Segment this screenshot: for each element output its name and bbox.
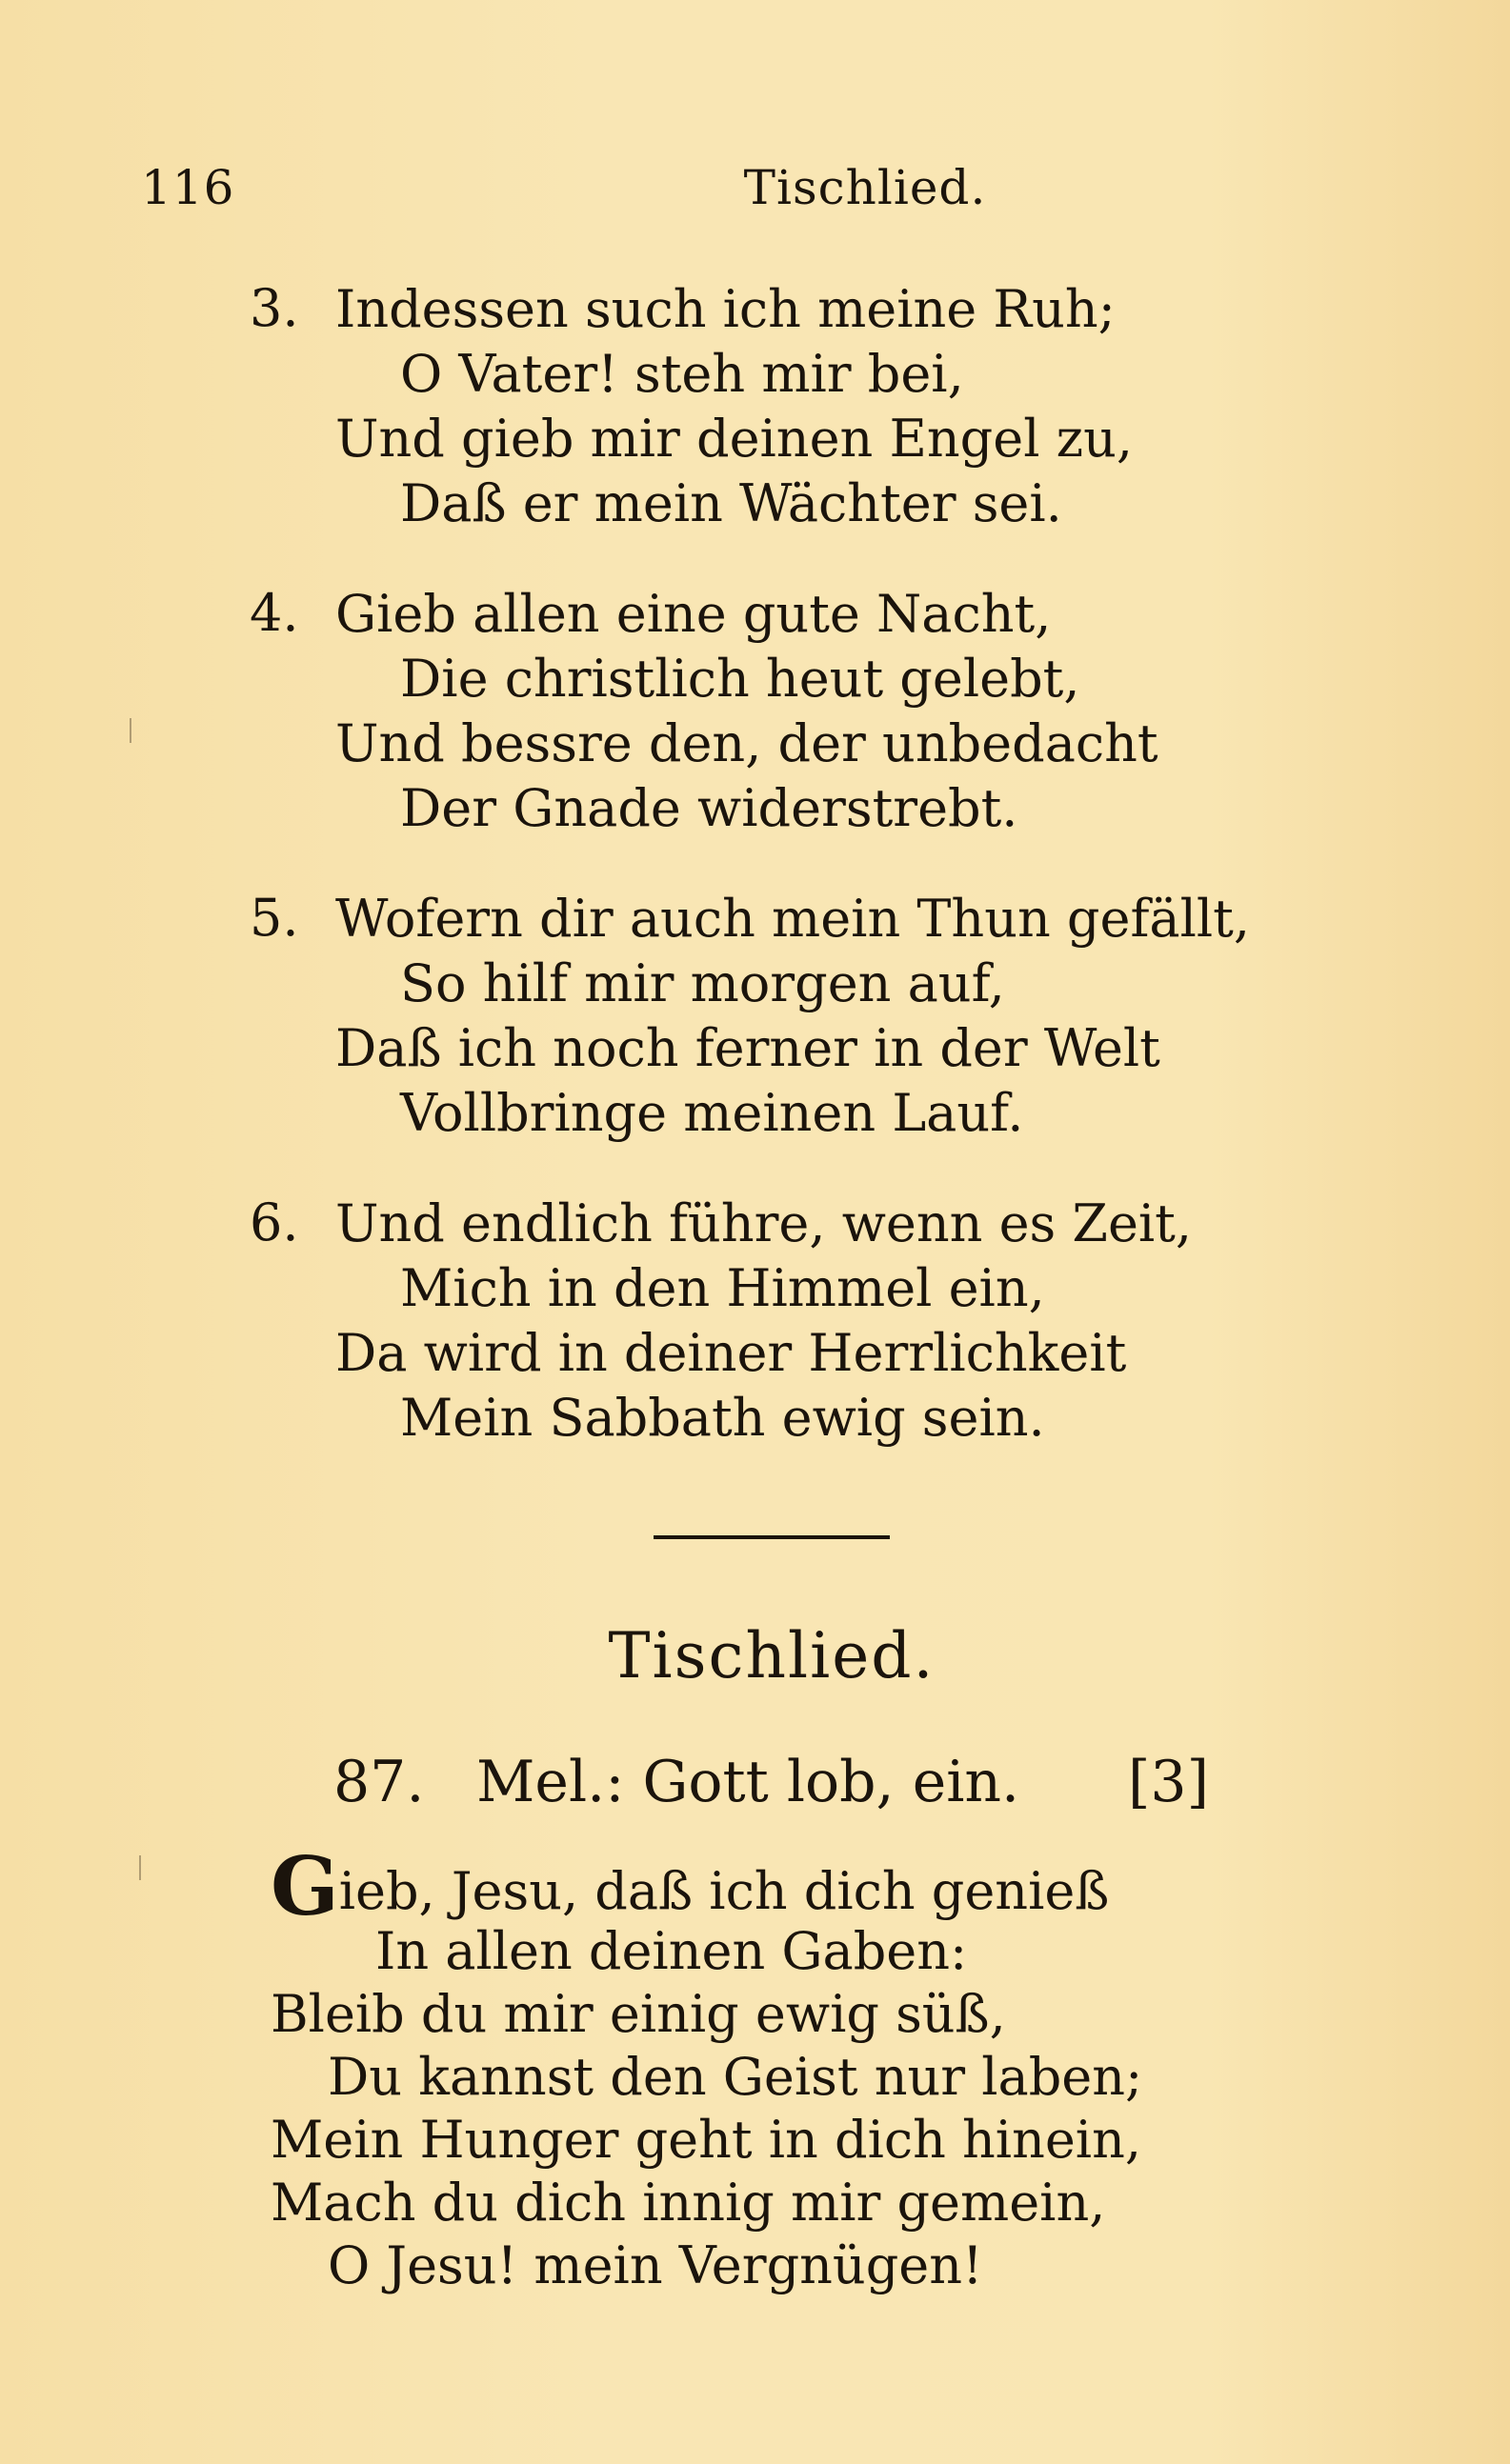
verse-line: O Jesu! mein Vergnügen! [328,2235,983,2295]
verse-line: Wofern dir auch mein Thun gefällt, [335,889,1251,949]
verse-line: Und endlich führe, wenn es Zeit, [335,1193,1193,1253]
verse-line: Mich in den Himmel ein, [400,1258,1045,1318]
verse-line: Mein Hunger geht in dich hinein, [271,2110,1142,2170]
hymn-melody: Mel.: Gott lob, ein. [476,1749,1020,1815]
verse-line: Mein Sabbath ewig sein. [400,1388,1045,1448]
verse-line: O Vater! steh mir bei, [400,344,964,404]
verse-line: In allen deinen Gaben: [375,1921,968,1981]
verse-line: Du kannst den Geist nur laben; [328,2047,1143,2107]
hymn-number: 87. [333,1749,425,1815]
verse-line [271,1839,1110,1933]
verse-line: Vollbringe meinen Lauf. [400,1083,1024,1143]
verse-line: Indessen such ich meine Ruh; [335,279,1116,339]
section-divider [654,1535,890,1539]
verse-line: Bleib du mir einig ewig süß, [271,1984,1006,2044]
page-blemish [139,1855,141,1880]
stanza-number: 3. [250,278,299,338]
section-title: Tischlied. [608,1619,936,1693]
verse-line: Der Gnade widerstrebt. [400,778,1018,838]
running-head [141,160,1189,227]
drop-cap: G [271,1839,339,1933]
page-number: 116 [141,160,235,215]
hymn-text [271,1839,1319,2313]
verse-line: Und gieb mir deinen Engel zu, [335,409,1134,469]
verse-line: Daß ich noch ferner in der Welt [335,1018,1160,1078]
verse-line: Gieb allen eine gute Nacht, [335,584,1052,644]
running-title: Tischlied. [743,160,987,215]
page-blemish [130,718,131,743]
stanza-number: 5. [250,888,299,948]
verse-line-rest: ieb, Jesu, daß ich dich genieß [338,1861,1110,1921]
stanza-number: 4. [250,583,299,643]
verse-line: Daß er mein Wächter sei. [400,473,1062,533]
verse-line: Mach du dich innig mir gemein, [271,2173,1106,2233]
verse-line: Die christlich heut gelebt, [400,649,1080,709]
verse-line: So hilf mir morgen auf, [400,953,1005,1013]
hymn-meter: [3] [1128,1749,1209,1815]
hymn-header [333,1749,1248,1834]
verse-line: Da wird in deiner Herrlichkeit [335,1323,1127,1383]
verse-line: Und bessre den, der unbedacht [335,713,1158,773]
stanza-number: 6. [250,1192,299,1252]
